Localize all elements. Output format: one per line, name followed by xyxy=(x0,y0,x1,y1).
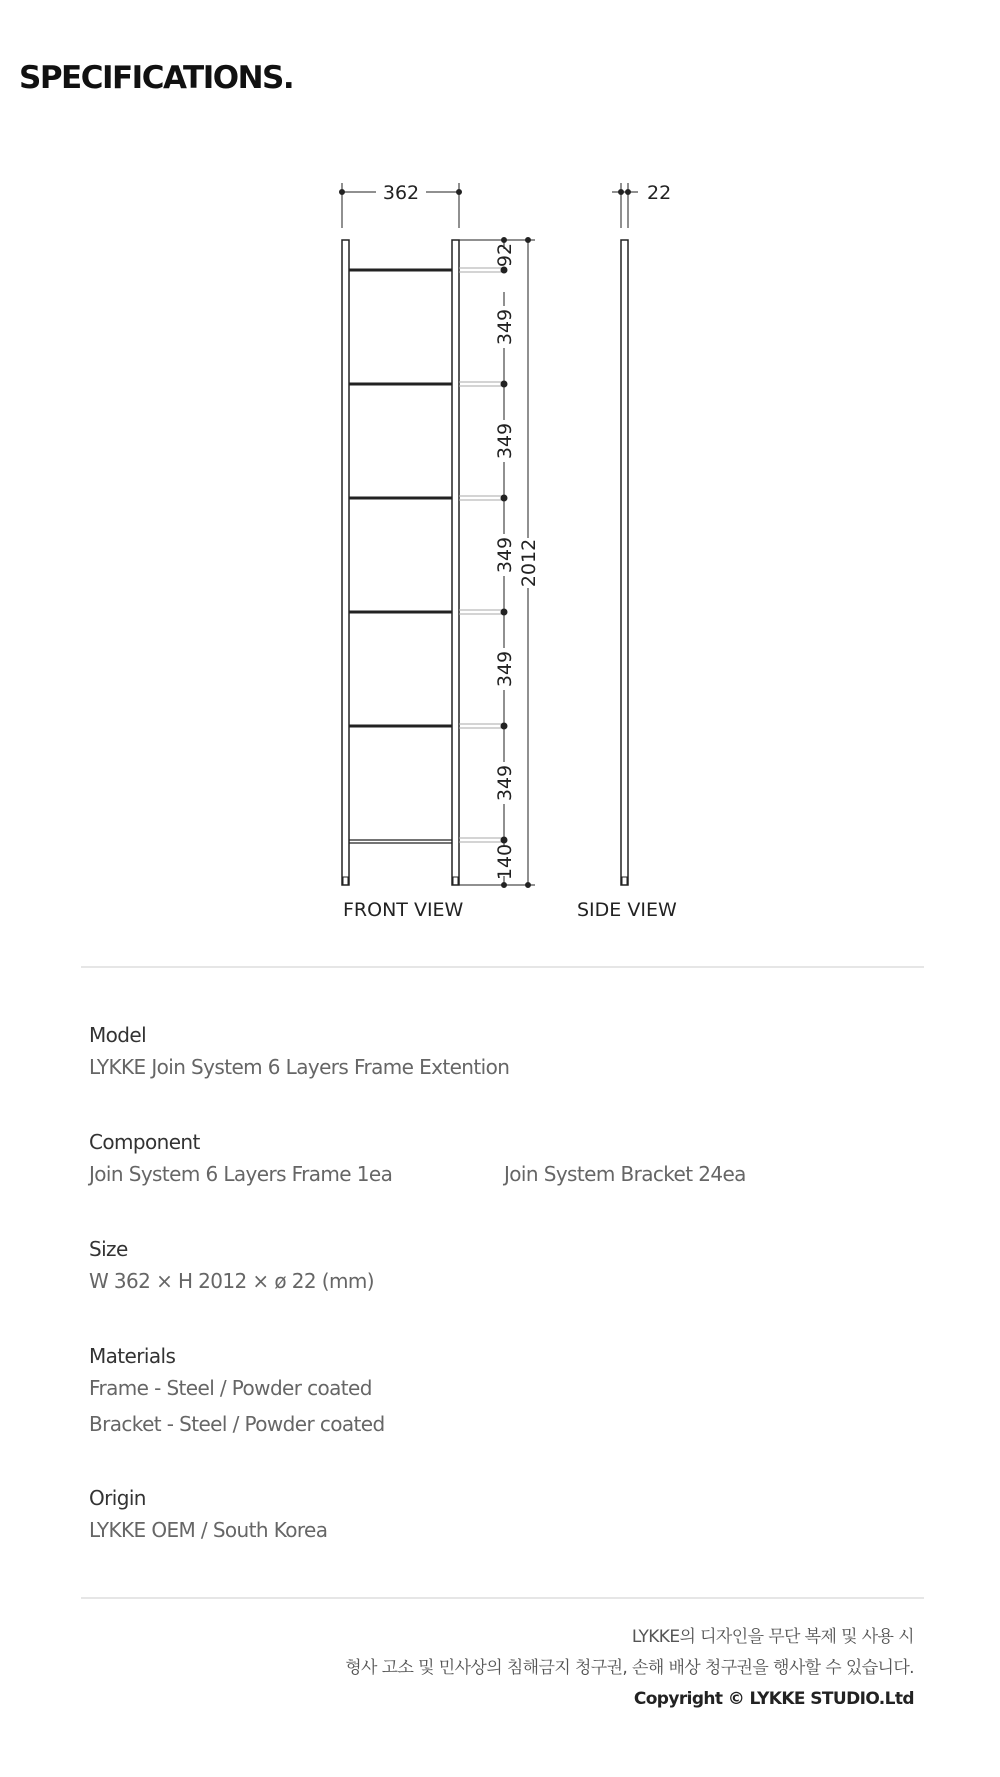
right-post xyxy=(452,240,459,885)
spec-value: LYKKE Join System 6 Layers Frame Extention xyxy=(89,1055,510,1079)
spec-label: Component xyxy=(89,1130,200,1154)
side-view-label: SIDE VIEW xyxy=(577,899,677,921)
spacing-label: 349 xyxy=(494,536,516,574)
copyright-text: Copyright © LYKKE STUDIO.Ltd xyxy=(633,1689,914,1709)
left-post xyxy=(342,240,349,885)
front-view-label: FRONT VIEW xyxy=(343,899,464,921)
spacing-label: 349 xyxy=(494,308,516,346)
spec-label: Model xyxy=(89,1023,147,1047)
side-foot xyxy=(622,877,627,885)
spacing-label: 349 xyxy=(494,764,516,802)
top-divider xyxy=(81,966,924,968)
spec-value: Join System Bracket 24ea xyxy=(504,1162,746,1186)
spec-size xyxy=(89,1235,374,1299)
spec-label: Materials xyxy=(89,1344,176,1368)
side-view-drawing xyxy=(621,240,628,885)
footer-notice xyxy=(345,1622,914,1715)
spec-value: Join System 6 Layers Frame 1ea xyxy=(89,1162,393,1186)
width-dimension-label: 362 xyxy=(382,182,420,204)
depth-dimension-label: 22 xyxy=(647,182,672,204)
shelf-rails xyxy=(349,270,452,726)
spec-component xyxy=(89,1128,889,1192)
top-offset-label: 92 xyxy=(494,242,516,268)
spacing-label: 349 xyxy=(494,650,516,688)
spec-origin xyxy=(89,1484,327,1548)
bottom-offset-label: 140 xyxy=(494,843,516,881)
spacing-label: 349 xyxy=(494,422,516,460)
depth-dimension xyxy=(612,183,638,228)
spec-value: Bracket - Steel / Powder coated xyxy=(89,1412,385,1436)
spec-value: LYKKE OEM / South Korea xyxy=(89,1518,328,1542)
bottom-divider xyxy=(81,1597,924,1599)
footer-line: LYKKE의 디자인을 무단 복제 및 사용 시 xyxy=(631,1627,914,1647)
front-view-drawing xyxy=(342,240,504,885)
page-title: SPECIFICATIONS. xyxy=(19,60,294,96)
spec-label: Origin xyxy=(89,1486,146,1510)
right-foot xyxy=(453,877,458,885)
spec-value: W 362 × H 2012 × ø 22 (mm) xyxy=(89,1269,374,1293)
left-foot xyxy=(343,877,348,885)
footer-line: 형사 고소 및 민사상의 침해금지 청구권, 손해 배상 청구권을 행사할 수 있습니다. xyxy=(345,1658,914,1678)
spec-model xyxy=(89,1021,509,1085)
spec-label: Size xyxy=(89,1237,128,1261)
side-post xyxy=(621,240,628,885)
height-dimension-label: 2012 xyxy=(518,538,540,588)
spec-value: Frame - Steel / Powder coated xyxy=(89,1376,372,1400)
spec-materials xyxy=(89,1342,385,1442)
